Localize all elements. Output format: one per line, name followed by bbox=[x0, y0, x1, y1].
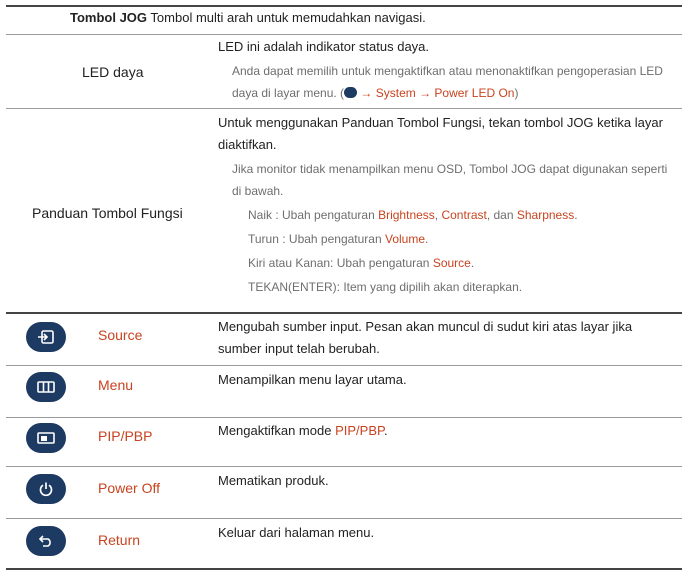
led-note-arrow1: → bbox=[357, 86, 376, 100]
menu-label: Menu bbox=[98, 377, 134, 393]
row-divider bbox=[6, 108, 682, 109]
led-note-prefix: Anda dapat memilih untuk mengaktifkan atau menonaktifkan pengoperasian LED daya di layar menu. ( bbox=[232, 64, 663, 100]
guide-up-contrast: Contrast bbox=[441, 208, 487, 222]
guide-up-and: , dan bbox=[486, 208, 517, 222]
guide-down-dot: . bbox=[425, 232, 429, 246]
return-icon bbox=[26, 526, 66, 556]
guide-up-prefix: Naik : Ubah pengaturan bbox=[248, 208, 379, 222]
source-description: Mengubah sumber input. Pesan akan muncul di sudut kiri atas layar jika sumber input telah berubah. bbox=[218, 319, 633, 356]
guide-left-right bbox=[218, 252, 673, 274]
led-label: LED daya bbox=[82, 64, 144, 80]
guide-up-dot: . bbox=[574, 208, 578, 222]
led-note-suffix: ) bbox=[514, 86, 519, 100]
guide-description bbox=[218, 112, 673, 298]
row-divider bbox=[6, 312, 682, 314]
source-label: Source bbox=[98, 327, 143, 343]
guide-down-volume: Volume bbox=[384, 232, 426, 246]
led-description bbox=[218, 36, 673, 104]
return-label: Return bbox=[98, 532, 141, 548]
jog-title: Tombol JOG bbox=[70, 10, 148, 25]
guide-press: TEKAN(ENTER): Item yang dipilih akan diterapkan. bbox=[248, 280, 523, 294]
led-note-system: System bbox=[375, 86, 416, 100]
guide-down-prefix: Turun : Ubah pengaturan bbox=[248, 232, 385, 246]
row-divider bbox=[6, 466, 682, 467]
guide-lr-prefix: Kiri atau Kanan: Ubah pengaturan bbox=[248, 256, 433, 270]
menu-icon bbox=[26, 372, 66, 402]
guide-down bbox=[218, 228, 673, 250]
guide-up-brightness: Brightness bbox=[378, 208, 435, 222]
guide-up-sharpness: Sharpness bbox=[516, 208, 575, 222]
guide-lr-dot: . bbox=[470, 256, 475, 270]
power-off-description: Mematikan produk. bbox=[218, 473, 329, 488]
led-note-power-led: Power LED On bbox=[434, 86, 515, 100]
guide-line1: Untuk menggunakan Panduan Tombol Fungsi, tekan tombol JOG ketika layar diaktifkan. bbox=[218, 115, 663, 152]
led-note-arrow2: → bbox=[415, 86, 435, 100]
pip-pbp-label: PIP/PBP bbox=[98, 428, 153, 444]
source-icon bbox=[26, 322, 66, 352]
return-description: Keluar dari halaman menu. bbox=[218, 525, 375, 540]
jog-row bbox=[70, 7, 426, 29]
row-divider bbox=[6, 417, 682, 418]
pip-pbp-description bbox=[218, 420, 673, 442]
row-divider bbox=[6, 365, 682, 366]
row-divider bbox=[6, 518, 682, 519]
pip-pbp-desc-prefix: Mengaktifkan mode bbox=[218, 423, 336, 438]
pip-pbp-desc-suffix: . bbox=[383, 423, 388, 438]
menu-description: Menampilkan menu layar utama. bbox=[218, 372, 407, 387]
guide-note1: Jika monitor tidak menampilkan menu OSD, Tombol JOG dapat digunakan seperti di bawah. bbox=[232, 162, 668, 198]
jog-text: Tombol multi arah untuk memudahkan navigasi. bbox=[147, 10, 426, 25]
pip-pbp-desc-highlight: PIP/PBP bbox=[335, 423, 384, 438]
guide-label: Panduan Tombol Fungsi bbox=[32, 205, 183, 221]
power-off-label: Power Off bbox=[98, 480, 160, 496]
led-line1: LED ini adalah indikator status daya. bbox=[218, 39, 430, 54]
led-note bbox=[218, 60, 673, 104]
guide-up bbox=[218, 204, 673, 226]
guide-lr-source: Source bbox=[432, 256, 471, 270]
power-icon bbox=[26, 474, 66, 504]
jog-inline-icon bbox=[344, 87, 357, 98]
pip-pbp-icon bbox=[26, 423, 66, 453]
table-bottom-border bbox=[6, 568, 682, 570]
guide-up-comma: , bbox=[434, 208, 442, 222]
row-divider bbox=[6, 34, 682, 35]
